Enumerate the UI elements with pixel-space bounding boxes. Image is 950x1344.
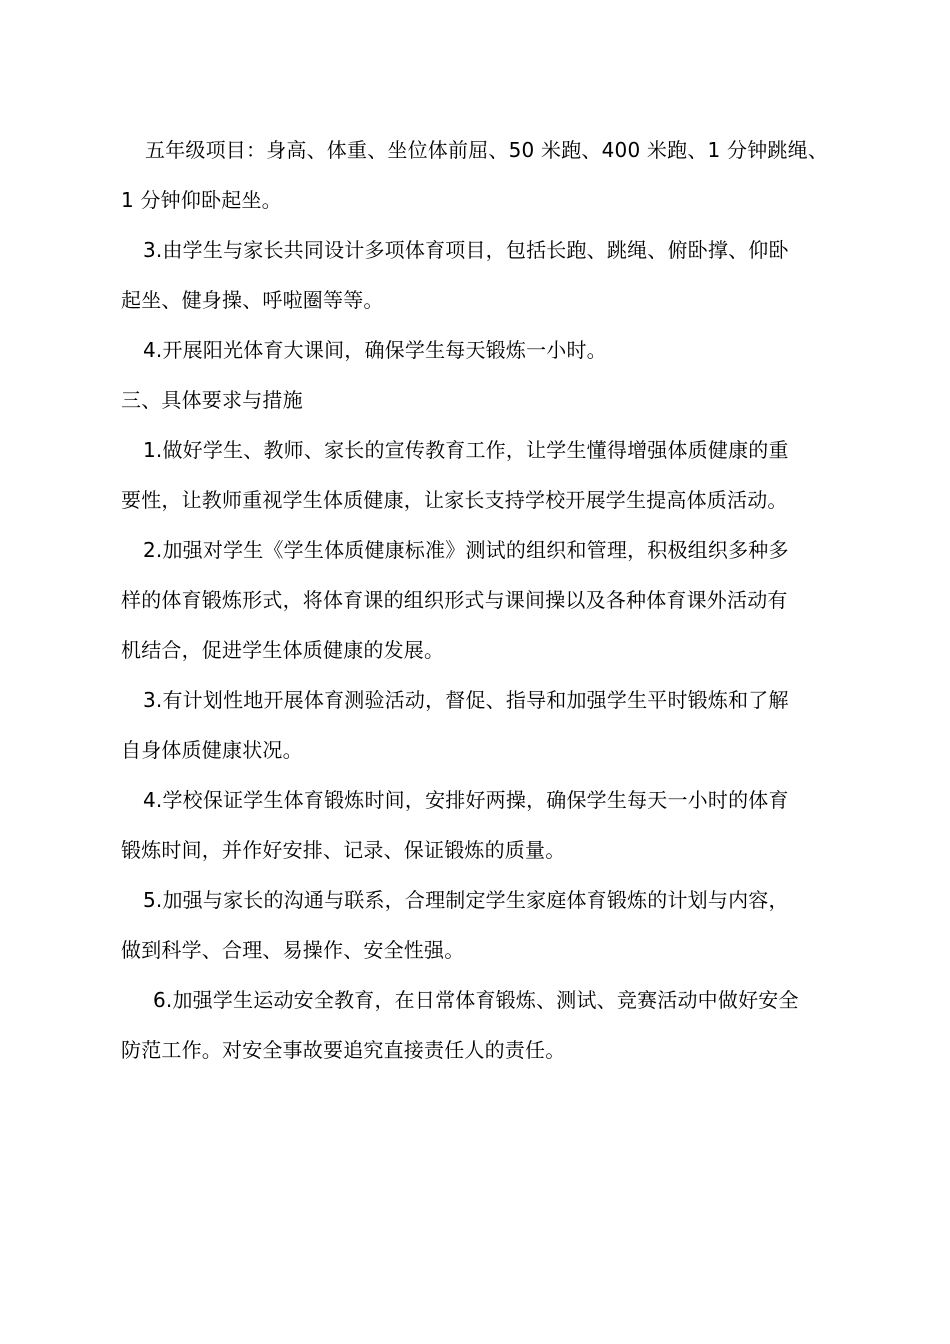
paragraph-line: 锻炼时间，并作好安排、记录、保证锻炼的质量。: [121, 838, 566, 862]
paragraph-line: 五年级项目：身高、体重、坐位体前屈、50 米跑、400 米跑、1 分钟跳绳、: [145, 138, 829, 162]
paragraph-line: 3.有计划性地开展体育测验活动，督促、指导和加强学生平时锻炼和了解: [143, 688, 789, 712]
paragraph-line: 样的体育锻炼形式，将体育课的组织形式与课间操以及各种体育课外活动有: [121, 588, 788, 612]
paragraph-line: 6.加强学生运动安全教育，在日常体育锻炼、测试、竞赛活动中做好安全: [153, 988, 799, 1012]
paragraph-line: 5.加强与家长的沟通与联系，合理制定学生家庭体育锻炼的计划与内容，: [143, 888, 789, 912]
paragraph-line: 2.加强对学生《学生体质健康标准》测试的组织和管理，积极组织多种多: [143, 538, 789, 562]
paragraph-line: 1.做好学生、教师、家长的宣传教育工作，让学生懂得增强体质健康的重: [143, 438, 789, 462]
section-heading: 三、具体要求与措施: [121, 388, 303, 412]
paragraph-line: 做到科学、合理、易操作、安全性强。: [121, 938, 465, 962]
paragraph-line: 自身体质健康状况。: [121, 738, 303, 762]
paragraph-line: 4.学校保证学生体育锻炼时间，安排好两操，确保学生每天一小时的体育: [143, 788, 789, 812]
paragraph-line: 3.由学生与家长共同设计多项体育项目，包括长跑、跳绳、俯卧撑、仰卧: [143, 238, 789, 262]
paragraph-line: 防范工作。对安全事故要追究直接责任人的责任。: [121, 1038, 566, 1062]
paragraph-line: 机结合，促进学生体质健康的发展。: [121, 638, 445, 662]
paragraph-line: 4.开展阳光体育大课间，确保学生每天锻炼一小时。: [143, 338, 607, 362]
paragraph-line: 1 分钟仰卧起坐。: [121, 188, 282, 212]
paragraph-line: 要性，让教师重视学生体质健康，让家长支持学校开展学生提高体质活动。: [121, 488, 788, 512]
paragraph-line: 起坐、健身操、呼啦圈等等。: [121, 288, 384, 312]
